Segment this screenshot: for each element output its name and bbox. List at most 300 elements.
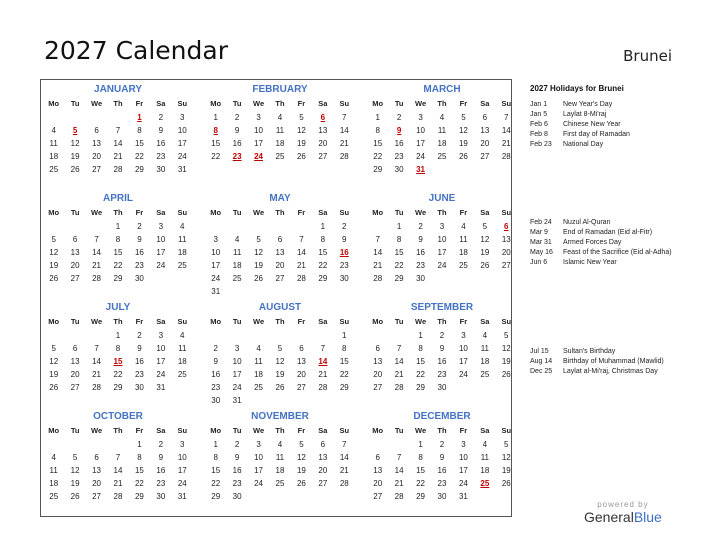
day-cell: 3 [256,440,261,449]
weekday-header: Fr [459,99,468,108]
day-cell: 18 [480,466,490,475]
weekday-header: We [415,426,427,435]
day-cell: 2 [137,222,142,231]
day-cell: 8 [115,344,121,353]
day-cell: 13 [92,139,102,148]
empty-day [64,111,85,124]
day-cell: 12 [70,139,80,148]
holiday-day: 23 [232,152,242,161]
weekday-header: Mo [48,99,60,108]
weekday-header: Tu [232,208,242,217]
day-cell: 28 [501,152,511,161]
day-cell: 24 [177,479,187,488]
day-cell: 11 [178,235,187,244]
day-cell: 5 [504,331,509,340]
holiday-name: Nuzul Al-Quran [563,219,611,226]
weekday-header: Mo [210,99,222,108]
month-name: MAY [269,193,291,204]
day-cell: 12 [501,344,511,353]
day-cell: 16 [156,466,166,475]
day-cell: 14 [92,357,102,366]
day-cell: 21 [339,139,349,148]
day-cell: 11 [275,126,285,135]
day-cell: 27 [318,479,328,488]
day-cell: 24 [156,261,166,270]
day-cell: 23 [416,261,426,270]
day-cell: 31 [232,396,242,405]
empty-day [43,220,64,233]
day-cell: 27 [92,165,102,174]
day-cell: 28 [339,479,349,488]
holiday-day: 31 [416,165,426,174]
weekday-header: Su [501,208,512,217]
weekday-header: Th [275,208,285,217]
day-cell: 18 [458,248,468,257]
day-cell: 20 [501,248,511,257]
day-cell: 19 [275,370,285,379]
day-cell: 4 [51,453,56,462]
day-cell: 4 [482,331,488,340]
holiday-name: Islamic New Year [563,259,617,266]
day-cell: 10 [156,235,166,244]
weekday-header: We [91,426,103,435]
weekday-header: Th [113,426,123,435]
country-label: Brunei [623,47,672,65]
day-cell: 17 [211,261,221,270]
month-name: JANUARY [94,84,142,95]
day-cell: 30 [211,396,221,405]
day-cell: 19 [70,479,80,488]
day-cell: 19 [49,261,59,270]
weekday-header: Mo [372,208,384,217]
day-cell: 20 [296,370,306,379]
holiday-day: 16 [339,248,349,257]
day-cell: 7 [396,453,402,462]
weekday-header: Th [113,208,123,217]
holiday-day: 14 [318,357,328,366]
holiday-name: Armed Forces Day [563,239,622,246]
day-cell: 9 [439,453,445,462]
day-cell: 5 [256,235,261,244]
day-cell: 13 [373,357,383,366]
day-cell: 18 [254,370,264,379]
day-cell: 5 [72,453,78,462]
day-cell: 29 [416,383,426,392]
holiday-day: 15 [113,357,123,366]
day-cell: 26 [296,152,306,161]
day-cell: 22 [134,479,144,488]
weekday-header: Mo [210,317,222,326]
day-cell: 15 [134,466,144,475]
day-cell: 12 [49,248,59,257]
day-cell: 1 [375,113,380,122]
month-days-grid [367,97,517,176]
day-cell: 13 [92,466,102,475]
empty-day [312,329,333,342]
day-cell: 2 [158,113,164,122]
month-days-grid [205,97,355,163]
day-cell: 25 [254,383,264,392]
day-cell: 4 [482,440,488,449]
weekday-header: Fr [297,317,306,326]
day-cell: 21 [92,370,102,379]
day-cell: 4 [180,222,185,231]
day-cell: 20 [92,479,102,488]
weekday-header: Tu [70,208,80,217]
day-cell: 22 [416,370,426,379]
day-cell: 23 [394,152,404,161]
day-cell: 8 [418,344,423,353]
day-cell: 17 [254,139,264,148]
weekday-header: Mo [372,317,384,326]
day-cell: 21 [394,370,404,379]
day-cell: 5 [504,440,509,449]
holiday-day: 1 [137,113,142,122]
day-cell: 13 [296,357,306,366]
day-cell: 25 [177,370,187,379]
day-cell: 20 [92,152,102,161]
day-cell: 14 [501,126,511,135]
day-cell: 16 [437,357,447,366]
day-cell: 8 [375,126,380,135]
day-cell: 20 [70,261,80,270]
empty-day [226,329,247,342]
day-cell: 6 [94,126,99,135]
day-cell: 12 [49,357,59,366]
day-cell: 18 [480,357,490,366]
day-cell: 19 [254,261,264,270]
day-cell: 27 [296,383,306,392]
day-cell: 28 [113,492,123,501]
day-cell: 19 [296,466,306,475]
day-cell: 15 [211,466,221,475]
holiday-item [530,140,680,149]
day-cell: 23 [134,261,144,270]
day-cell: 6 [72,344,78,353]
day-cell: 7 [342,440,347,449]
day-cell: 10 [156,344,166,353]
month-days-grid [43,206,193,285]
weekday-header: Tu [70,99,80,108]
holiday-item [530,367,680,376]
day-cell: 8 [342,344,347,353]
weekday-header: Fr [135,99,144,108]
weekday-header: Th [275,99,285,108]
holiday-name: First day of Ramadan [563,131,630,138]
weekday-header: Sa [156,99,166,108]
day-cell: 19 [70,152,80,161]
day-cell: 10 [254,453,264,462]
day-cell: 26 [501,370,511,379]
day-cell: 6 [482,113,488,122]
day-cell: 8 [396,235,402,244]
holiday-list-title [530,84,670,99]
day-cell: 5 [299,440,304,449]
weekday-header: Fr [135,317,144,326]
day-cell: 18 [49,479,59,488]
holiday-day: 5 [72,126,78,135]
holiday-date: Feb 23 [530,141,552,148]
weekday-header: We [91,317,103,326]
day-cell: 15 [134,139,144,148]
day-cell: 4 [234,235,240,244]
day-cell: 9 [342,235,347,244]
day-cell: 19 [296,139,306,148]
day-cell: 28 [318,383,328,392]
month-february [205,83,355,163]
day-cell: 11 [480,344,489,353]
day-cell: 27 [275,274,285,283]
month-name: OCTOBER [93,411,143,422]
empty-day [388,329,409,342]
weekday-header: Sa [480,99,490,108]
day-cell: 15 [113,248,123,257]
day-cell: 24 [416,152,426,161]
day-cell: 4 [277,440,283,449]
day-cell: 22 [373,152,383,161]
day-cell: 28 [394,492,404,501]
day-cell: 1 [137,440,142,449]
month-days-grid [43,97,193,176]
day-cell: 2 [137,331,142,340]
weekday-header: Fr [297,208,306,217]
day-cell: 2 [158,440,164,449]
day-cell: 10 [254,126,264,135]
day-cell: 2 [342,222,347,231]
day-cell: 11 [459,235,468,244]
month-january [43,83,193,176]
day-cell: 6 [375,453,380,462]
day-cell: 27 [70,274,80,283]
day-cell: 20 [318,466,328,475]
day-cell: 28 [296,274,306,283]
day-cell: 23 [156,152,166,161]
day-cell: 3 [180,440,185,449]
weekday-header: Su [339,426,350,435]
day-cell: 15 [211,139,221,148]
weekday-header: We [415,317,427,326]
holiday-date: Mar 31 [530,239,552,246]
day-cell: 11 [49,466,58,475]
day-cell: 20 [318,139,328,148]
weekday-header: Sa [156,426,166,435]
day-cell: 1 [115,331,121,340]
empty-day [367,329,388,342]
empty-day [248,329,269,342]
day-cell: 24 [177,152,187,161]
weekday-header: Tu [232,317,242,326]
empty-day [388,438,409,451]
day-cell: 22 [113,370,123,379]
empty-day [64,329,85,342]
day-cell: 15 [394,248,404,257]
empty-day [86,111,107,124]
day-cell: 19 [501,466,511,475]
day-cell: 6 [375,344,380,353]
holiday-item [530,357,680,366]
weekday-header: Th [437,426,447,435]
day-cell: 9 [234,453,240,462]
month-days-grid [367,206,517,285]
day-cell: 14 [394,357,404,366]
day-cell: 18 [177,248,187,257]
day-cell: 26 [501,479,511,488]
day-cell: 10 [437,235,447,244]
weekday-header: Mo [372,426,384,435]
weekday-header: Tu [70,426,80,435]
day-cell: 7 [94,344,99,353]
holiday-item [530,120,680,129]
day-cell: 30 [134,274,144,283]
empty-day [367,438,388,451]
holiday-date: Jan 1 [530,101,548,108]
weekday-header: Sa [480,317,490,326]
day-cell: 19 [480,248,490,257]
day-cell: 13 [318,453,328,462]
weekday-header: Tu [70,317,80,326]
day-cell: 12 [275,357,285,366]
weekday-header: Su [177,317,188,326]
brand-name-part2: Blue [633,509,662,525]
day-cell: 16 [156,139,166,148]
day-cell: 1 [115,222,121,231]
day-cell: 16 [437,466,447,475]
day-cell: 25 [177,261,187,270]
day-cell: 5 [482,222,488,231]
holiday-name: Chinese New Year [563,121,621,128]
day-cell: 26 [275,383,285,392]
weekday-header: Tu [232,426,242,435]
day-cell: 4 [256,344,261,353]
day-cell: 8 [137,126,142,135]
holiday-item [530,258,680,267]
day-cell: 28 [113,165,123,174]
day-cell: 14 [113,139,123,148]
day-cell: 1 [213,440,218,449]
empty-day [367,220,388,233]
day-cell: 20 [70,370,80,379]
weekday-header: Sa [318,208,328,217]
empty-day [226,220,247,233]
weekday-header: Sa [156,317,166,326]
calendar-grid [40,79,512,517]
day-cell: 1 [320,222,326,231]
day-cell: 26 [70,492,80,501]
day-cell: 21 [92,261,102,270]
day-cell: 10 [458,453,468,462]
day-cell: 19 [458,139,468,148]
day-cell: 16 [134,357,144,366]
day-cell: 11 [232,248,242,257]
holiday-item [530,130,680,139]
holiday-name: Birthday of Muhammad (Mawlid) [563,358,664,365]
month-name: JULY [105,302,131,313]
day-cell: 23 [156,479,166,488]
day-cell: 24 [254,479,264,488]
day-cell: 10 [177,126,187,135]
day-cell: 2 [439,440,445,449]
day-cell: 18 [177,357,187,366]
weekday-header: Mo [48,208,60,217]
day-cell: 13 [318,126,328,135]
empty-day [269,220,290,233]
holiday-item [530,100,680,109]
weekday-header: Mo [48,426,60,435]
day-cell: 10 [177,453,187,462]
day-cell: 21 [501,139,511,148]
day-cell: 4 [461,222,466,231]
empty-day [205,220,226,233]
weekday-header: Su [339,317,350,326]
month-days-grid [367,424,517,503]
day-cell: 10 [232,357,242,366]
day-cell: 11 [178,344,187,353]
empty-day [248,220,269,233]
day-cell: 9 [158,453,164,462]
day-cell: 7 [115,453,121,462]
day-cell: 8 [115,235,121,244]
day-cell: 21 [318,370,328,379]
day-cell: 17 [254,466,264,475]
holiday-date: Feb 24 [530,219,552,226]
weekday-header: Tu [394,99,404,108]
day-cell: 18 [275,139,285,148]
day-cell: 25 [458,261,468,270]
day-cell: 2 [418,222,423,231]
empty-day [291,220,312,233]
brand-name [584,509,662,525]
day-cell: 29 [373,165,383,174]
day-cell: 21 [113,152,123,161]
day-cell: 29 [134,165,144,174]
day-cell: 6 [299,344,304,353]
day-cell: 14 [394,466,404,475]
day-cell: 13 [70,248,80,257]
day-cell: 2 [234,440,240,449]
empty-day [43,329,64,342]
day-cell: 1 [418,331,423,340]
day-cell: 20 [373,370,383,379]
month-name: APRIL [103,193,133,204]
day-cell: 31 [211,287,221,296]
day-cell: 5 [299,113,304,122]
holiday-date: Mar 9 [530,229,548,236]
day-cell: 14 [339,126,349,135]
weekday-header: Mo [210,426,222,435]
holiday-group [530,218,680,268]
day-cell: 28 [92,383,102,392]
month-december [367,410,517,503]
day-cell: 18 [49,152,59,161]
day-cell: 30 [437,492,447,501]
weekday-header: Sa [480,426,490,435]
day-cell: 20 [373,479,383,488]
holiday-group [530,100,680,150]
day-cell: 6 [320,440,326,449]
day-cell: 25 [232,274,242,283]
day-cell: 15 [318,248,328,257]
weekday-header: Fr [459,208,468,217]
day-cell: 30 [134,383,144,392]
month-days-grid [367,315,517,394]
day-cell: 9 [213,357,218,366]
month-september [367,301,517,394]
day-cell: 2 [234,113,240,122]
month-days-grid [43,315,193,394]
holiday-name: National Day [563,141,604,148]
day-cell: 3 [439,222,445,231]
empty-day [86,220,107,233]
